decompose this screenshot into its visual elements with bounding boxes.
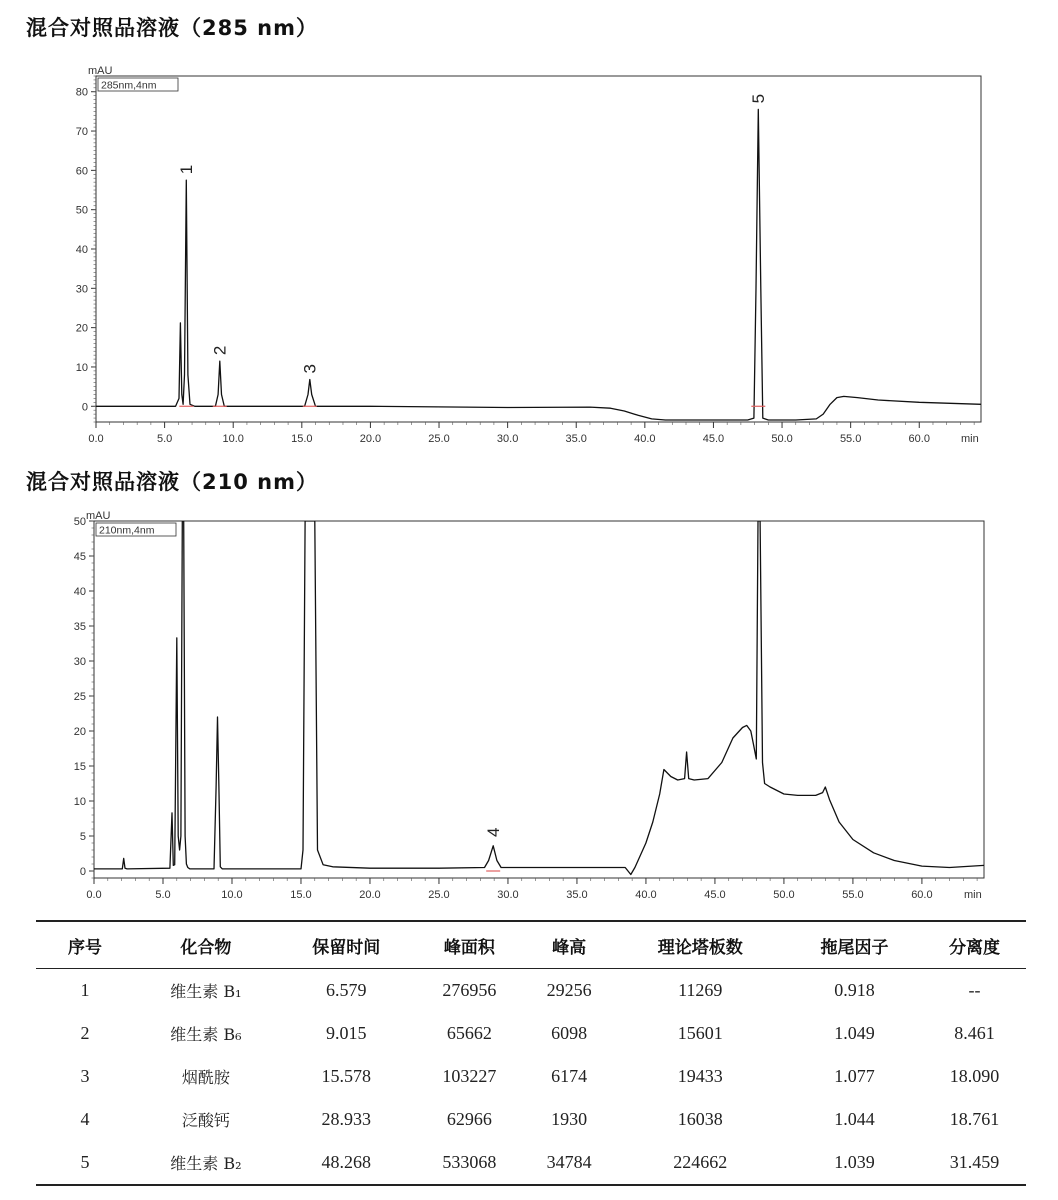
peak-label: 3 — [300, 364, 320, 374]
cell-index: 2 — [80, 1023, 90, 1043]
cell-retention-time: 28.933 — [321, 1109, 372, 1129]
plot-frame — [96, 76, 981, 422]
y-tick-label: 15 — [73, 761, 86, 773]
cell-peak-area: 276956 — [442, 980, 497, 1000]
x-tick-label: 55.0 — [839, 433, 862, 445]
y-tick-label: 45 — [73, 551, 86, 563]
table-row — [36, 1012, 1026, 1055]
cell-compound: 维生素 B₁ — [170, 982, 242, 1001]
y-tick-label: 10 — [73, 796, 86, 808]
peak-label: 2 — [210, 345, 230, 356]
cell-index: 1 — [80, 980, 90, 1000]
cell-theoretical-plates: 224662 — [673, 1152, 728, 1172]
x-tick-label: 40.0 — [634, 433, 656, 445]
x-tick-label: 35.0 — [565, 433, 587, 445]
chromatogram-210nm — [0, 506, 1058, 900]
cell-tailing-factor: 1.077 — [834, 1066, 875, 1086]
y-tick-label: 50 — [75, 204, 88, 217]
cell-tailing-factor: 1.044 — [834, 1109, 875, 1129]
x-tick-label: 30.0 — [497, 889, 519, 900]
header-tailing-factor: 拖尾因子 — [820, 937, 889, 958]
y-tick-label: 20 — [75, 322, 88, 335]
cell-peak-area: 62966 — [446, 1109, 492, 1129]
cell-peak-height: 6174 — [551, 1066, 588, 1086]
cell-resolution: 31.459 — [949, 1152, 1000, 1172]
y-axis-label: mAU — [86, 510, 111, 522]
y-tick-label: 10 — [75, 361, 88, 374]
x-tick-label: 5.0 — [156, 433, 173, 445]
y-tick-label: 30 — [75, 283, 88, 296]
header-peak-height: 峰高 — [552, 937, 587, 958]
header-peak-area: 峰面积 — [443, 937, 495, 958]
y-tick-label: 40 — [75, 244, 88, 256]
x-tick-label: 10.0 — [222, 433, 244, 445]
cell-retention-time: 9.015 — [326, 1023, 367, 1043]
y-tick-label: 80 — [75, 86, 88, 99]
x-tick-label: 40.0 — [635, 889, 657, 900]
cell-peak-area: 103227 — [442, 1066, 497, 1086]
x-tick-label: 0.0 — [86, 889, 102, 900]
cell-retention-time: 6.579 — [326, 980, 367, 1000]
y-tick-label: 30 — [73, 656, 86, 668]
y-tick-label: 0 — [79, 866, 86, 878]
y-tick-label: 70 — [75, 126, 88, 139]
x-tick-label: 60.0 — [908, 433, 930, 445]
y-axis-label: mAU — [88, 65, 113, 77]
cell-compound: 泛酸钙 — [181, 1111, 230, 1130]
peak-label: 1 — [177, 164, 197, 175]
x-tick-label: 10.0 — [221, 889, 243, 900]
cell-resolution: 8.461 — [954, 1023, 995, 1043]
table-row — [36, 1098, 1026, 1141]
header-theoretical-plates: 理论塔板数 — [657, 937, 743, 958]
cell-tailing-factor: 1.039 — [834, 1152, 875, 1172]
y-tick-label: 40 — [73, 586, 86, 598]
cell-peak-area: 533068 — [442, 1152, 497, 1172]
cell-index: 3 — [80, 1066, 90, 1086]
cell-index: 5 — [80, 1152, 90, 1172]
cell-retention-time: 15.578 — [321, 1066, 372, 1086]
cell-peak-height: 29256 — [546, 980, 592, 1000]
results-table — [36, 920, 1026, 1186]
y-tick-label: 0 — [81, 401, 88, 414]
x-tick-label: 20.0 — [359, 889, 381, 900]
x-tick-label: 50.0 — [773, 889, 795, 900]
table-row — [36, 1141, 1026, 1185]
x-tick-label: 20.0 — [359, 433, 382, 445]
x-tick-label: 60.0 — [911, 889, 933, 900]
table-row — [36, 969, 1026, 1013]
chart-285-title: 混合对照品溶液（285 nm） — [26, 16, 318, 40]
table-row — [36, 1055, 1026, 1098]
x-tick-label: 25.0 — [428, 889, 450, 900]
peak-label: 5 — [749, 93, 769, 104]
y-tick-label: 5 — [79, 831, 86, 843]
x-tick-label: 15.0 — [290, 889, 312, 900]
cell-theoretical-plates: 16038 — [677, 1109, 723, 1129]
cell-compound: 烟酰胺 — [181, 1068, 230, 1087]
cell-theoretical-plates: 15601 — [677, 1023, 723, 1043]
y-tick-label: 50 — [73, 516, 86, 528]
cell-index: 4 — [80, 1109, 90, 1129]
cell-peak-height: 1930 — [551, 1109, 588, 1129]
y-tick-label: 25 — [73, 691, 86, 703]
header-retention-time: 保留时间 — [312, 937, 381, 958]
x-tick-label: 0.0 — [88, 433, 104, 445]
legend-label: 285nm,4nm — [101, 79, 157, 92]
header-compound: 化合物 — [180, 937, 232, 958]
cell-retention-time: 48.268 — [321, 1152, 372, 1172]
cell-peak-height: 6098 — [551, 1023, 588, 1043]
chromatogram-trace — [96, 109, 981, 420]
y-tick-label: 35 — [73, 621, 86, 633]
header-index: 序号 — [68, 937, 102, 958]
x-axis-label: min — [964, 889, 982, 900]
x-axis-label: min — [961, 433, 979, 445]
x-tick-label: 45.0 — [702, 433, 725, 445]
x-tick-label: 15.0 — [291, 433, 313, 445]
x-tick-label: 50.0 — [771, 433, 793, 445]
cell-compound: 维生素 B₂ — [170, 1154, 242, 1173]
chromatogram-trace — [94, 521, 984, 875]
cell-compound: 维生素 B₆ — [170, 1025, 242, 1044]
cell-theoretical-plates: 19433 — [677, 1066, 723, 1086]
legend-label: 210nm,4nm — [99, 524, 155, 537]
y-tick-label: 60 — [75, 165, 88, 178]
x-tick-label: 30.0 — [496, 433, 519, 445]
table-header — [36, 921, 1026, 969]
x-tick-label: 45.0 — [704, 889, 726, 900]
plot-frame — [94, 521, 984, 878]
cell-resolution: 18.090 — [949, 1066, 1000, 1086]
cell-resolution: -- — [968, 980, 981, 1000]
x-tick-label: 5.0 — [155, 889, 171, 900]
chromatogram-285nm — [0, 58, 1058, 454]
header-resolution: 分离度 — [949, 937, 1001, 958]
y-tick-label: 20 — [73, 726, 86, 738]
cell-tailing-factor: 0.918 — [834, 980, 875, 1000]
cell-resolution: 18.761 — [949, 1109, 1000, 1129]
cell-theoretical-plates: 11269 — [678, 980, 723, 1000]
x-tick-label: 35.0 — [566, 889, 588, 900]
chart-210-title: 混合对照品溶液（210 nm） — [26, 470, 318, 494]
x-tick-label: 55.0 — [842, 889, 864, 900]
table-body — [36, 969, 1026, 1186]
cell-tailing-factor: 1.049 — [834, 1023, 875, 1043]
cell-peak-area: 65662 — [446, 1023, 492, 1043]
cell-peak-height: 34784 — [546, 1152, 592, 1172]
table-header-row — [36, 921, 1026, 969]
x-tick-label: 25.0 — [428, 433, 450, 445]
peak-label: 4 — [484, 827, 504, 837]
